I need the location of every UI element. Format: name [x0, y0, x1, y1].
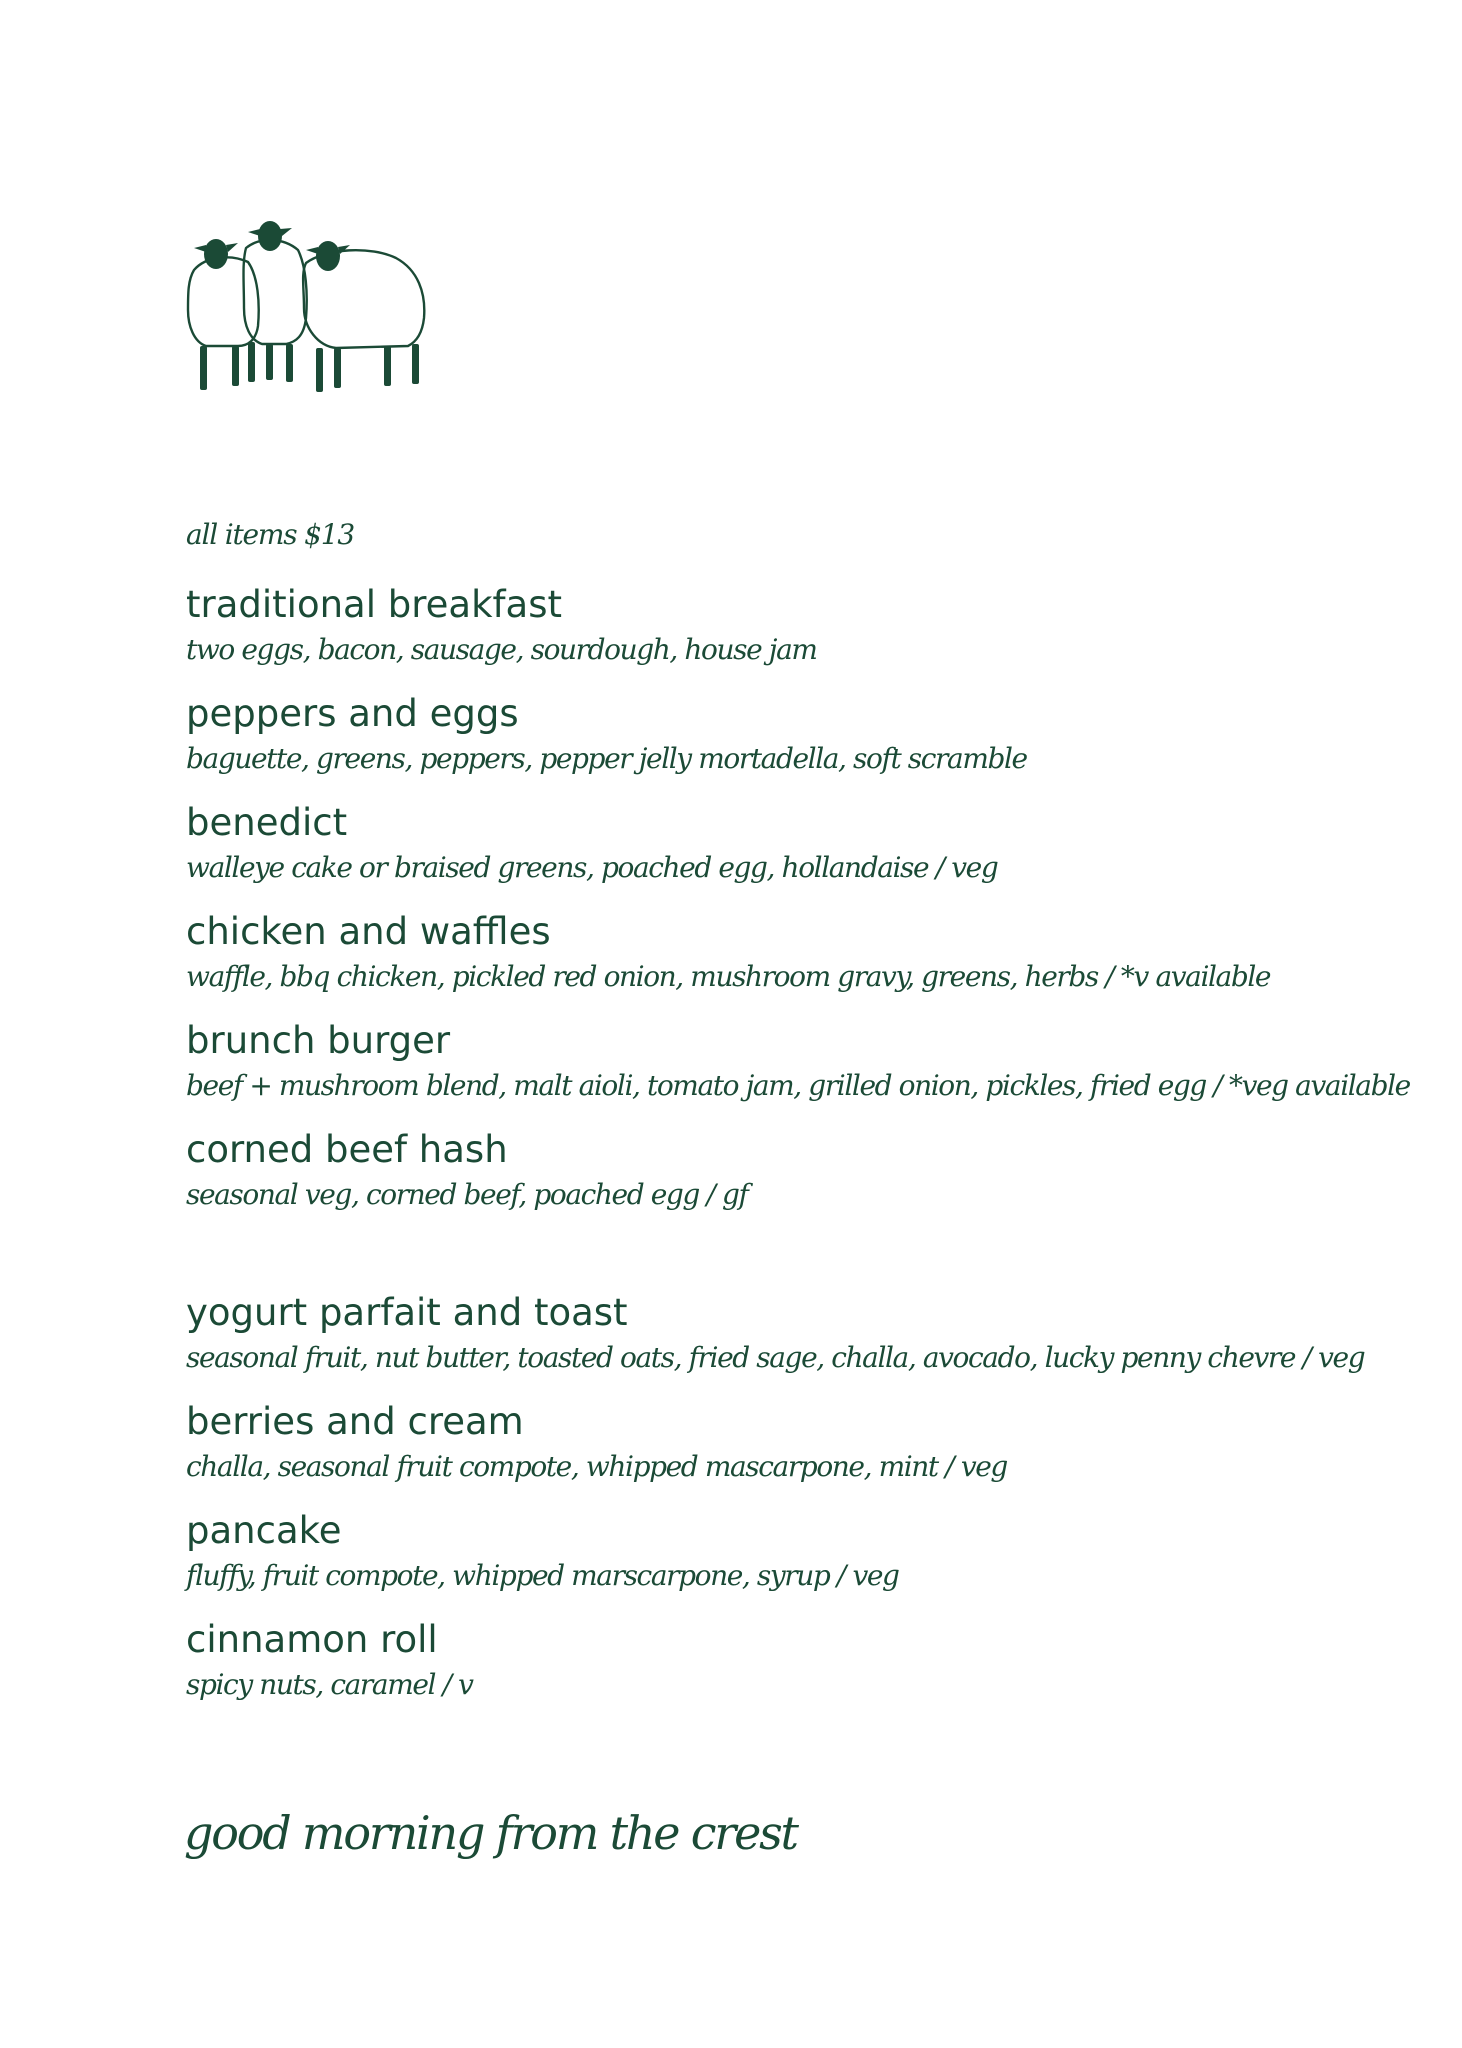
menu-item-description: waffle, bbq chicken, pickled red onion, mushroom gravy, greens, herbs / *v available	[186, 960, 1271, 993]
menu-item-description: two eggs, bacon, sausage, sourdough, house jam	[186, 633, 817, 666]
menu-item-description: fluffy, fruit compote, whipped marscarpone, syrup / veg	[186, 1559, 899, 1592]
menu-item-description: walleye cake or braised greens, poached egg, hollandaise / veg	[186, 851, 998, 884]
menu-item-description: baguette, greens, peppers, pepper jelly mortadella, soft scramble	[186, 742, 1027, 775]
menu-item-name: traditional breakfast	[186, 583, 562, 626]
menu-item-name: pancake	[186, 1509, 342, 1552]
menu-item-name: yogurt parfait and toast	[186, 1291, 628, 1334]
price-note: all items $13	[186, 518, 354, 551]
menu-item-name: cinnamon roll	[186, 1618, 438, 1661]
menu-item-name: peppers and eggs	[186, 692, 519, 735]
menu-item-name: benedict	[186, 801, 348, 844]
menu-item-description: spicy nuts, caramel / v	[186, 1668, 473, 1701]
menu-item-description: seasonal fruit, nut butter, toasted oats, fried sage, challa, avocado, lucky penny chevre / veg	[186, 1341, 1365, 1374]
menu-item-name: corned beef hash	[186, 1128, 508, 1171]
menu-item-name: berries and cream	[186, 1400, 524, 1443]
menu-item-description: beef + mushroom blend, malt aioli, tomato jam, grilled onion, pickles, fried egg / *veg available	[186, 1069, 1410, 1102]
menu-item-name: chicken and waffles	[186, 910, 551, 953]
three-sheep-icon	[186, 218, 446, 398]
menu-item-description: seasonal veg, corned beef, poached egg / gf	[186, 1178, 748, 1211]
menu-item-name: brunch burger	[186, 1019, 451, 1062]
menu-item-description: challa, seasonal fruit compote, whipped mascarpone, mint / veg	[186, 1450, 1007, 1483]
tagline: good morning from the crest	[184, 1806, 797, 1860]
